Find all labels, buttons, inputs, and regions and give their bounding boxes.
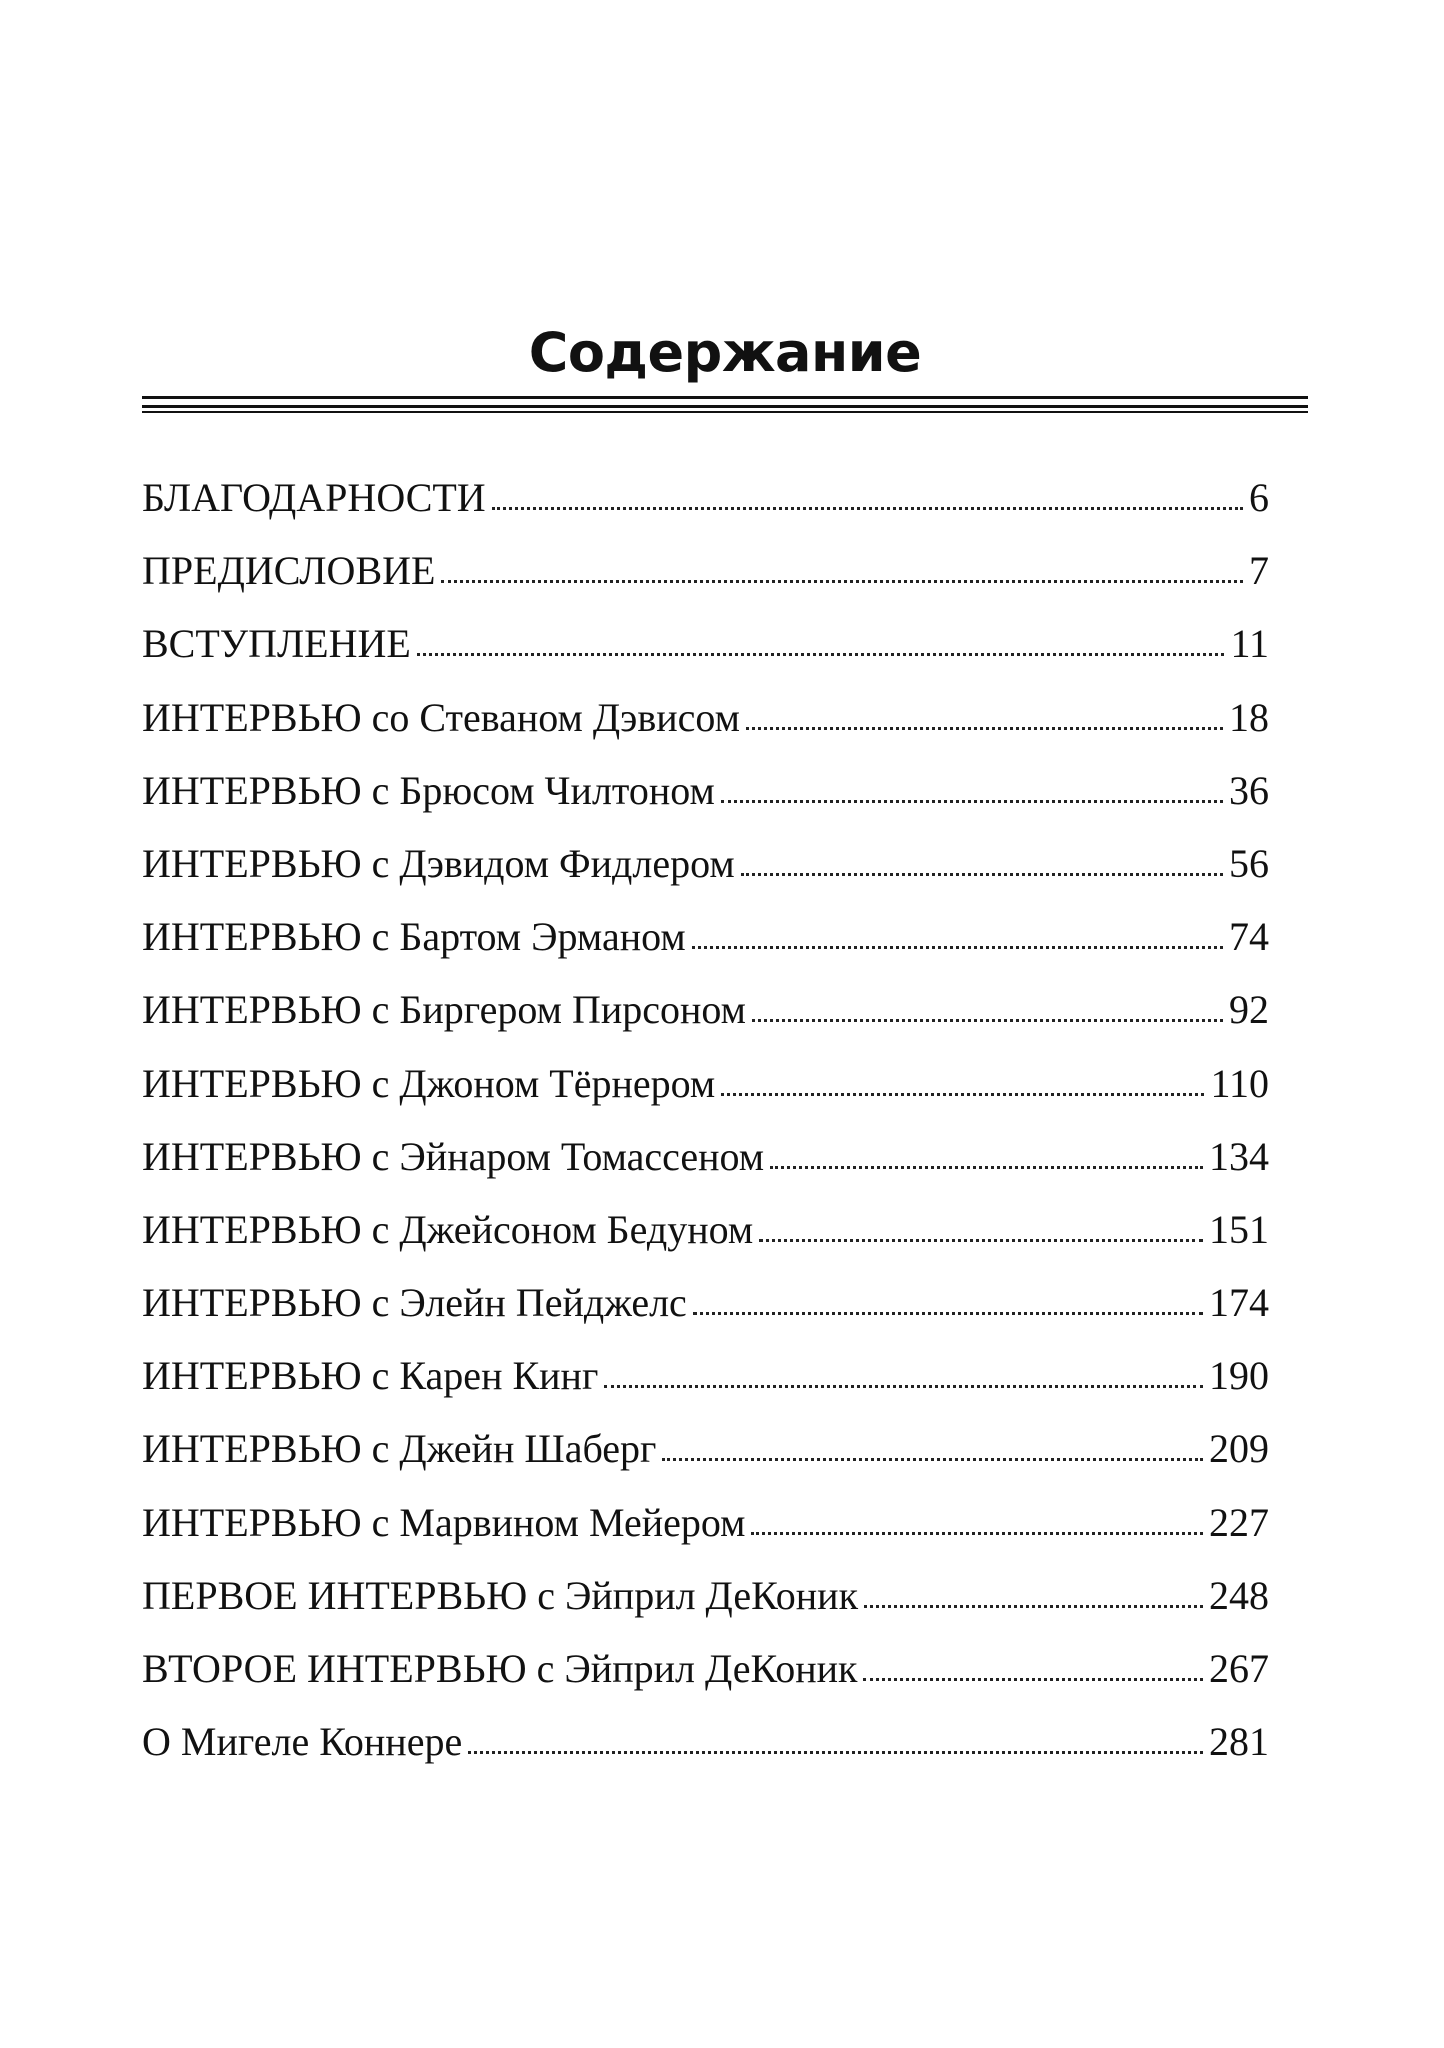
toc-leader-dots [751,1532,1203,1535]
toc-entry-title: ИНТЕРВЬЮ с Джейсоном Бедуном [142,1206,754,1252]
toc-entry-page-number: 6 [1249,475,1269,520]
toc-entry-page-number: 281 [1209,1719,1269,1765]
toc-entry-page-number: 248 [1209,1572,1269,1618]
toc-entry-title: ИНТЕРВЬЮ с Марвином Мейером [142,1499,746,1545]
toc-entry-page-number: 190 [1209,1353,1269,1399]
toc-entry-title: ИНТЕРВЬЮ с Бартом Эрманом [142,914,686,960]
toc-entry-title: ИНТЕРВЬЮ с Джейн Шаберг [142,1426,657,1472]
toc-entry-title: ПЕРВОЕ ИНТЕРВЬЮ с Эйприл ДеКоник [142,1572,859,1618]
toc-leader-dots [721,800,1223,803]
toc-entry [142,541,1269,614]
toc-entry [142,1346,1269,1419]
toc-leader-dots [864,1605,1203,1608]
title-rule-middle [142,405,1308,408]
toc-entry-page-number: 151 [1209,1206,1269,1252]
toc-entry-page-number: 134 [1209,1133,1269,1179]
toc-entry [142,688,1269,761]
toc-entry-title: ИНТЕРВЬЮ с Элейн Пейджелс [142,1280,687,1326]
toc-leader-dots [441,580,1243,583]
toc-entry-title: ИНТЕРВЬЮ с Эйнаром Томассеном [142,1133,765,1179]
toc-entry-page-number: 267 [1209,1646,1269,1691]
toc-entry [142,761,1269,834]
toc-entry [142,1127,1269,1200]
toc-entry-page-number: 209 [1209,1426,1269,1472]
toc-entry-title: ИНТЕРВЬЮ с Джоном Тёрнером [142,1060,716,1106]
toc-entry-title: ИНТЕРВЬЮ с Брюсом Чилтоном [142,767,715,813]
toc-entry-title: ИНТЕРВЬЮ с Карен Кинг [142,1353,599,1399]
toc-leader-dots [770,1166,1203,1169]
toc-leader-dots [721,1093,1204,1096]
toc-entry [142,907,1269,980]
toc-entry-title: БЛАГОДАРНОСТИ [142,475,486,520]
toc-entry-page-number: 74 [1229,914,1269,960]
toc-leader-dots [752,1019,1223,1022]
toc-entry-page-number: 11 [1230,621,1269,667]
toc-leader-dots [492,507,1243,510]
toc-entry-title: ИНТЕРВЬЮ с Дэвидом Фидлером [142,840,735,886]
toc-entry [142,1566,1269,1639]
toc-leader-dots [746,727,1223,730]
toc-entry-page-number: 227 [1209,1499,1269,1545]
toc-leader-dots [863,1678,1203,1681]
toc-entry-page-number: 36 [1229,767,1269,813]
toc-entry-title: ИНТЕРВЬЮ с Биргером Пирсоном [142,987,746,1033]
toc-leader-dots [468,1751,1203,1754]
toc-entry-title: ИНТЕРВЬЮ со Стеваном Дэвисом [142,694,740,740]
toc-entry [142,834,1269,907]
toc-entry-title: ПРЕДИСЛОВИЕ [142,548,436,594]
toc-entry [142,1273,1269,1346]
toc-leader-dots [417,653,1225,656]
toc-leader-dots [759,1239,1203,1242]
title-rule-top [142,396,1308,399]
toc-entry [142,1639,1269,1712]
toc-entry-page-number: 18 [1229,694,1269,740]
toc-entry-title: О Мигеле Коннере [142,1719,463,1765]
toc-entry-title: ВСТУПЛЕНИЕ [142,621,411,667]
toc-entry [142,980,1269,1053]
toc-entry [142,614,1269,687]
toc-leader-dots [693,1312,1203,1315]
toc-entry [142,1054,1269,1127]
toc-entry [142,1419,1269,1492]
toc-leader-dots [604,1385,1203,1388]
toc-entry-page-number: 92 [1229,987,1269,1033]
toc-leader-dots [692,946,1223,949]
toc-leader-dots [741,873,1223,876]
toc-entry [142,468,1269,541]
toc-entry [142,1712,1269,1785]
title-rule-bottom [142,411,1308,413]
toc-entry-page-number: 7 [1249,548,1269,594]
toc-entry [142,1493,1269,1566]
toc-entry-title: ВТОРОЕ ИНТЕРВЬЮ с Эйприл ДеКоник [142,1646,858,1691]
toc-entry-page-number: 174 [1209,1280,1269,1326]
toc-entry [142,1200,1269,1273]
toc-entry-page-number: 110 [1210,1060,1269,1106]
page-title: Содержание [528,321,922,384]
table-of-contents [142,468,1269,1785]
toc-leader-dots [662,1458,1203,1461]
toc-entry-page-number: 56 [1229,840,1269,886]
